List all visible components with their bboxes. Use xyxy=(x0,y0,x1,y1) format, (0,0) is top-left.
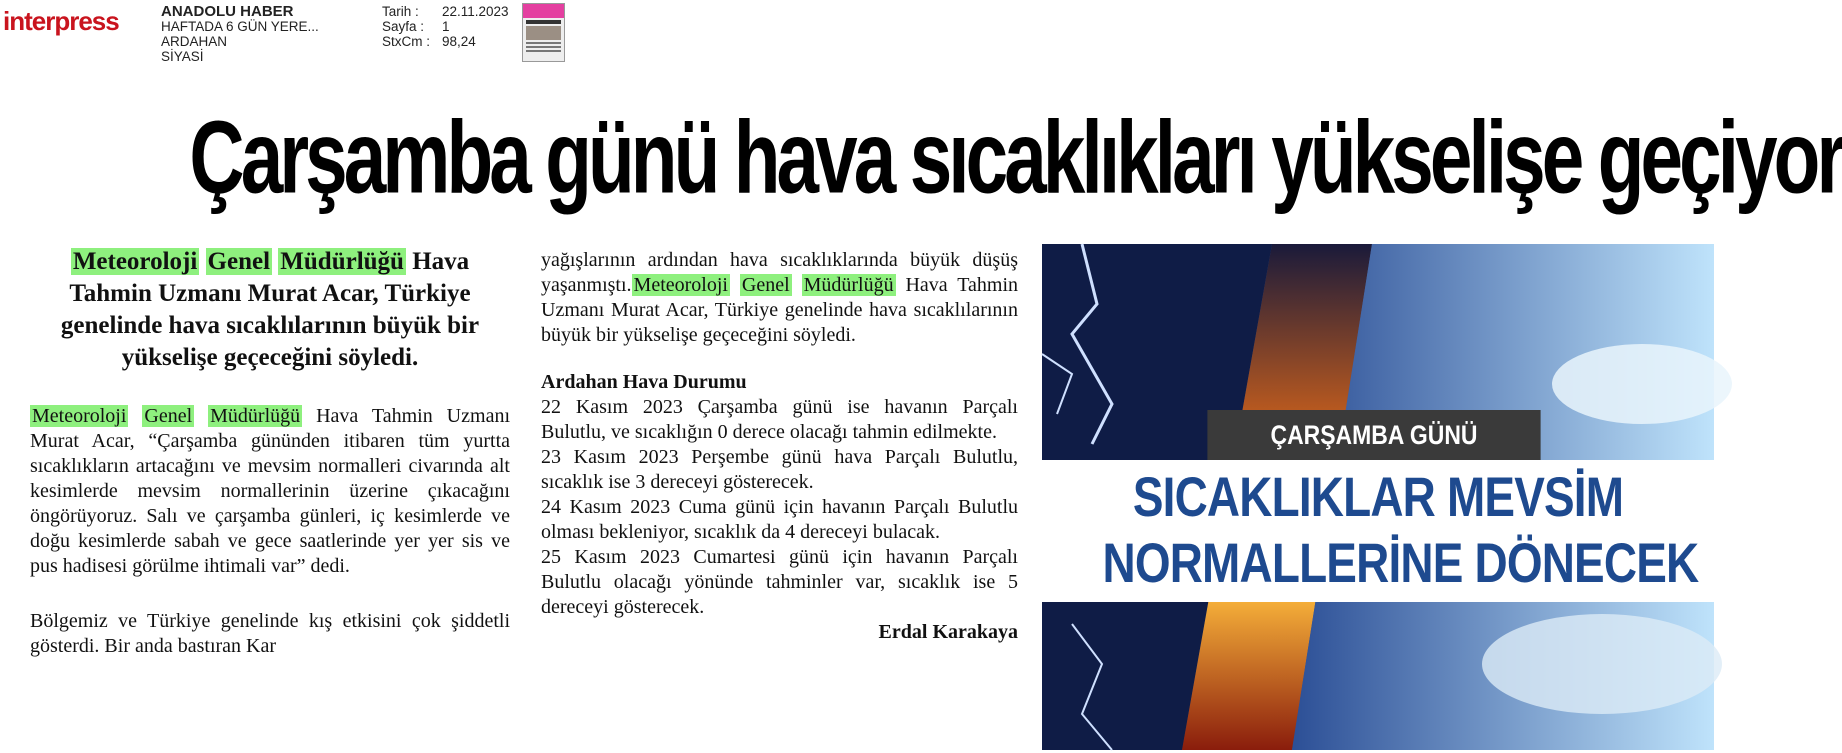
highlight-term: Müdürlüğü xyxy=(803,274,894,296)
article-photo xyxy=(1042,244,1714,750)
stxcm-label: StxCm : xyxy=(382,34,431,49)
article-headline: Çarşamba günü hava sıcaklıkları yükselişe geçiyor xyxy=(189,99,1842,215)
date-label: Tarih : xyxy=(382,4,419,19)
banner-small-label: ÇARŞAMBA GÜNÜ xyxy=(1207,410,1540,460)
article-column-1 xyxy=(30,246,510,659)
highlight-term: Genel xyxy=(207,248,271,275)
banner-line-2: NORMALLERİNE DÖNECEK xyxy=(1102,531,1699,594)
forecast-day: 24 Kasım 2023 Cuma günü için havanın Parçalı Bulutlu olması bekleniyor, sıcaklık da 4 dereceyi bulacak. xyxy=(541,496,1018,543)
interpress-logo: interpress xyxy=(3,6,119,36)
forecast-day: 25 Kasım 2023 Cumartesi günü için havanın Parçalı Bulutlu olacağı yönünde tahminler var, sıcaklık ise 5 dereceyi gösterecek. xyxy=(541,546,1018,618)
publication-city: ARDAHAN xyxy=(161,34,228,49)
publication-frequency: HAFTADA 6 GÜN YERE... xyxy=(161,19,319,34)
body-text: Hava Tahmin Uzmanı Murat Acar, Türkiye genelinde hava sıcaklılarının büyük bir yükselişe geçeceğini söyledi. xyxy=(541,274,1019,346)
author-byline: Erdal Karakaya xyxy=(878,621,1018,643)
stxcm-value: 98,24 xyxy=(442,34,476,49)
body-text: yağışlarının ardından hava sıcaklıklarında büyük düşüş yaşanmıştı. xyxy=(541,249,1018,296)
highlight-term: Müdürlüğü xyxy=(210,405,301,427)
highlight-term: Meteoroloji xyxy=(32,405,127,427)
publication-category: SİYASİ xyxy=(161,49,204,64)
page-label: Sayfa : xyxy=(382,19,425,34)
forecast-day: 22 Kasım 2023 Çarşamba günü ise havanın Parçalı Bulutlu, ve sıcaklığın 0 derece olacağı tahmin edilmekte. xyxy=(541,396,1018,443)
page-value: 1 xyxy=(442,19,450,34)
highlight-term: Meteoroloji xyxy=(72,248,198,275)
clipping-header xyxy=(0,0,1722,70)
banner-line-1: SICAKLIKLAR MEVSİM xyxy=(1132,465,1624,528)
publication-name: ANADOLU HABER xyxy=(161,3,294,20)
body-paragraph xyxy=(30,404,510,579)
publication-info xyxy=(161,4,361,64)
body-paragraph xyxy=(541,248,1018,348)
clipping-meta xyxy=(382,4,509,49)
lead-paragraph xyxy=(30,246,510,374)
forecast-day: 23 Kasım 2023 Perşembe günü hava Parçalı Bulutlu, sıcaklık ise 3 dereceyi gösterecek. xyxy=(541,446,1018,493)
highlight-term: Genel xyxy=(741,274,790,296)
highlight-term: Meteoroloji xyxy=(633,274,728,296)
article-column-2 xyxy=(541,248,1018,645)
highlight-term: Müdürlüğü xyxy=(280,248,404,275)
page-thumbnail[interactable] xyxy=(522,3,565,62)
highlight-term: Genel xyxy=(144,405,193,427)
body-text: Hava Tahmin Uzmanı Murat Acar, “Çarşamba gününden itibaren tüm yurtta sıcaklıkların artacağını ve mevsim normalleri civarında alt kesimlerde mevsim normallerinin üzerine çıkacağını öngörüyoruz. Salı ve çarşamba günleri, iç kesimlerde ve doğu kesimlerde sabah ve gece saatlerinde yer yer sis ve pus hadisesi görülme ihtimali var” dedi. xyxy=(30,405,510,577)
date-value: 22.11.2023 xyxy=(442,4,509,19)
subheading: Ardahan Hava Durumu xyxy=(541,371,747,393)
lead-text: Hava Tahmin Uzmanı Murat Acar, Türkiye genelinde hava sıcaklılarının büyük bir yükselişe geçeceğini söyledi. xyxy=(60,248,480,371)
body-paragraph: Bölgemiz ve Türkiye genelinde kış etkisini çok şiddetli gösterdi. Bir anda bastıran Kar xyxy=(30,610,510,657)
